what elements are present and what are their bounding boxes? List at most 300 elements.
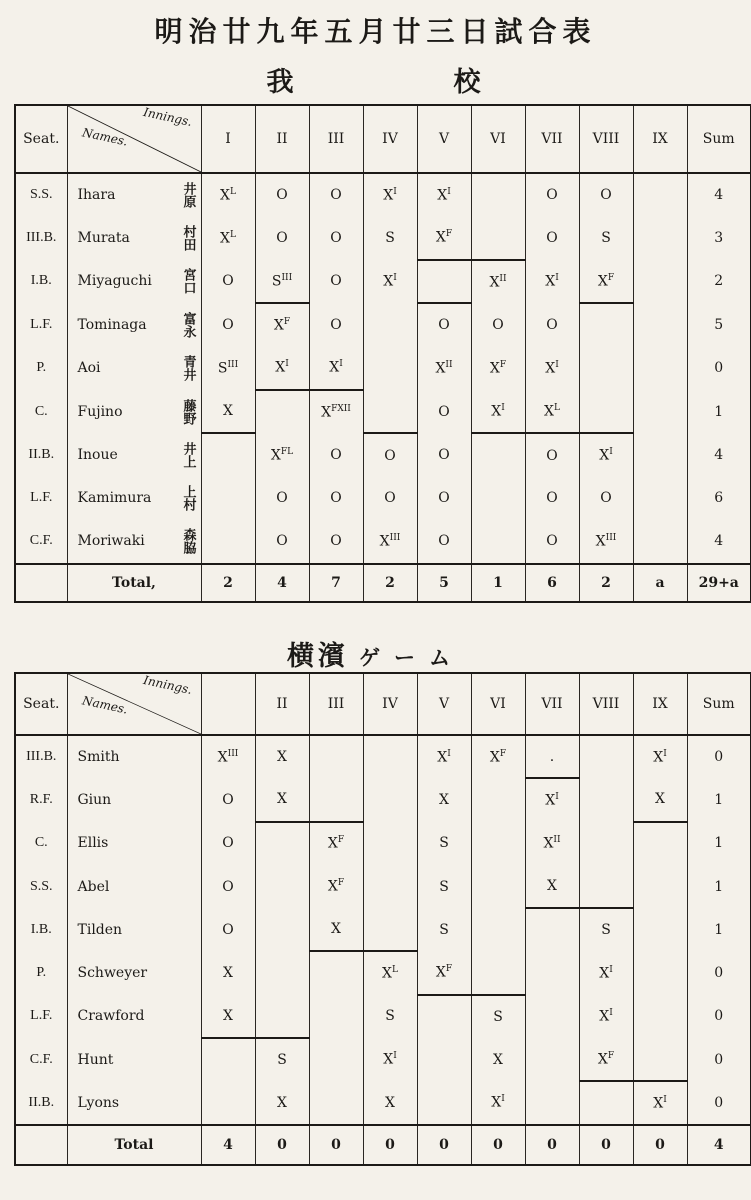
sum-cell: 4 — [687, 173, 751, 216]
inning-cell: X — [471, 1038, 525, 1081]
inning-cell — [633, 216, 687, 259]
inning-cell: S — [363, 995, 417, 1038]
player-name: Lyons — [77, 1094, 120, 1111]
inning-cell — [633, 520, 687, 563]
inning-cell — [363, 347, 417, 390]
player-row — [15, 822, 751, 865]
inning-cell — [471, 433, 525, 476]
inning-cell: O — [525, 173, 579, 216]
inning-cell: S — [363, 216, 417, 259]
player-row — [15, 390, 751, 433]
seat-cell: C.F. — [15, 1038, 67, 1081]
player-name: Giun — [77, 791, 112, 808]
inning-cell — [525, 995, 579, 1038]
inning-cell: O — [255, 477, 309, 520]
inning-cell — [633, 173, 687, 216]
seat-cell: P. — [15, 951, 67, 994]
sum-cell: 0 — [687, 995, 751, 1038]
inning-cell — [201, 477, 255, 520]
inning-cell: $X^F$ — [309, 822, 363, 865]
inning-cell: O — [525, 303, 579, 346]
inning-cell: O — [309, 216, 363, 259]
school-label — [0, 60, 751, 99]
player-name: Murata — [77, 230, 130, 247]
inning-cell: S — [417, 865, 471, 908]
inning-cell: $X^{II}$ — [471, 260, 525, 303]
player-name-cell — [67, 995, 201, 1038]
inning-cell: O — [417, 520, 471, 563]
inning-header-8: VIII — [579, 105, 633, 173]
inning-cell: $S^{III}$ — [201, 347, 255, 390]
player-name-cell — [67, 908, 201, 951]
player-row — [15, 260, 751, 303]
seat-cell: II.B. — [15, 1081, 67, 1124]
seat-cell: III.B. — [15, 735, 67, 778]
inning-cell — [471, 822, 525, 865]
inning-header-6: VI — [471, 105, 525, 173]
inning-cell — [633, 303, 687, 346]
inning-cell: O — [525, 477, 579, 520]
sum-cell: 1 — [687, 778, 751, 821]
player-name-cell — [67, 1038, 201, 1081]
player-name-cell — [67, 390, 201, 433]
sum-cell: 6 — [687, 477, 751, 520]
total-cell: 2 — [363, 564, 417, 602]
total-cell: a — [633, 564, 687, 602]
inning-cell: . — [525, 735, 579, 778]
inning-cell: O — [201, 303, 255, 346]
inning-cell: $X^I$ — [471, 390, 525, 433]
inning-cell: O — [417, 477, 471, 520]
inning-cell: O — [579, 477, 633, 520]
inning-cell — [579, 1081, 633, 1124]
inning-cell: X — [309, 908, 363, 951]
inning-cell: X — [363, 1081, 417, 1124]
inning-header-5: V — [417, 673, 471, 735]
inning-cell — [579, 347, 633, 390]
inning-cell — [417, 995, 471, 1038]
inning-cell: S — [579, 216, 633, 259]
total-row — [15, 564, 751, 602]
player-name-kanji: 井原 — [180, 182, 196, 209]
inning-cell: O — [309, 260, 363, 303]
player-name: Abel — [77, 878, 110, 895]
player-name-kanji: 上村 — [180, 485, 196, 512]
player-name: Kamimura — [77, 490, 152, 507]
seat-cell: L.F. — [15, 477, 67, 520]
inning-cell — [471, 520, 525, 563]
innings-label: Innings. — [142, 105, 194, 129]
player-row — [15, 303, 751, 346]
inning-cell — [579, 822, 633, 865]
inning-cell: $X^L$ — [201, 173, 255, 216]
inning-cell: $X^{FXII}$ — [309, 390, 363, 433]
inning-cell — [255, 865, 309, 908]
inning-cell: X — [525, 865, 579, 908]
inning-cell: O — [417, 433, 471, 476]
inning-cell: O — [525, 520, 579, 563]
inning-cell — [633, 477, 687, 520]
inning-cell — [255, 822, 309, 865]
sum-cell: 1 — [687, 390, 751, 433]
player-name-kanji: 森脇 — [180, 528, 196, 555]
player-name: Aoi — [77, 360, 101, 377]
inning-cell: O — [525, 433, 579, 476]
innings-label: Innings. — [142, 673, 194, 697]
player-name: Hunt — [77, 1051, 114, 1068]
player-name: Fujino — [77, 403, 123, 420]
player-row — [15, 477, 751, 520]
player-name-kanji: 井上 — [180, 442, 196, 469]
inning-header-2: II — [255, 105, 309, 173]
seat-header: Seat. — [15, 673, 67, 735]
inning-cell: $X^L$ — [525, 390, 579, 433]
inning-cell — [255, 951, 309, 994]
sum-cell: 4 — [687, 433, 751, 476]
total-cell: 1 — [471, 564, 525, 602]
inning-cell: $X^I$ — [363, 1038, 417, 1081]
page-title: 明治廿九年五月廿三日試合表 — [154, 15, 597, 48]
school-label-char-1: 我 — [266, 67, 298, 98]
inning-cell — [633, 951, 687, 994]
player-row — [15, 951, 751, 994]
inning-header-2: II — [255, 673, 309, 735]
inning-cell: O — [579, 173, 633, 216]
inning-cell: $X^I$ — [417, 735, 471, 778]
player-name-cell — [67, 216, 201, 259]
inning-cell — [525, 908, 579, 951]
player-name-kanji: 富永 — [180, 311, 196, 338]
player-name: Moriwaki — [77, 533, 145, 550]
inning-cell: S — [471, 995, 525, 1038]
inning-cell — [471, 865, 525, 908]
inning-cell — [633, 347, 687, 390]
inning-cell: O — [417, 390, 471, 433]
player-row — [15, 865, 751, 908]
inning-header-1 — [201, 673, 255, 735]
inning-cell — [201, 433, 255, 476]
inning-cell — [201, 520, 255, 563]
grand-total-cell: 29+a — [687, 564, 751, 602]
inning-cell: O — [471, 303, 525, 346]
player-name: Inoue — [77, 447, 118, 464]
total-cell: 0 — [525, 1125, 579, 1165]
inning-cell — [309, 1038, 363, 1081]
inning-cell: X — [255, 735, 309, 778]
player-name-kanji: 藤野 — [180, 398, 196, 425]
inning-cell — [633, 433, 687, 476]
player-row — [15, 433, 751, 476]
inning-header-4: IV — [363, 673, 417, 735]
inning-cell: $X^I$ — [525, 347, 579, 390]
inning-cell: O — [525, 216, 579, 259]
total-cell: 0 — [255, 1125, 309, 1165]
player-name-cell — [67, 260, 201, 303]
inning-cell — [309, 735, 363, 778]
yokohama-title-kana: ゲーム — [359, 645, 464, 670]
sum-cell: 1 — [687, 865, 751, 908]
inning-header-5: V — [417, 105, 471, 173]
player-name-cell — [67, 477, 201, 520]
inning-cell — [525, 1081, 579, 1124]
inning-header-3: III — [309, 105, 363, 173]
inning-cell — [471, 173, 525, 216]
inning-cell — [579, 735, 633, 778]
inning-header-6: VI — [471, 673, 525, 735]
player-name-cell — [67, 347, 201, 390]
seat-cell: L.F. — [15, 995, 67, 1038]
inning-cell: O — [201, 908, 255, 951]
inning-cell — [633, 1038, 687, 1081]
innings-names-header — [67, 673, 201, 735]
inning-cell — [633, 390, 687, 433]
school-scorecard-table — [14, 104, 751, 603]
player-name-cell — [67, 433, 201, 476]
player-row — [15, 347, 751, 390]
sum-cell: 1 — [687, 908, 751, 951]
seat-cell: II.B. — [15, 433, 67, 476]
sum-header: Sum — [687, 105, 751, 173]
inning-cell — [309, 778, 363, 821]
inning-cell: O — [201, 822, 255, 865]
sum-cell: 0 — [687, 347, 751, 390]
inning-cell: O — [309, 433, 363, 476]
inning-cell — [363, 822, 417, 865]
seat-cell: I.B. — [15, 260, 67, 303]
innings-names-header — [67, 105, 201, 173]
inning-cell — [417, 1081, 471, 1124]
seat-cell: P. — [15, 347, 67, 390]
inning-cell: $X^F$ — [417, 951, 471, 994]
player-name-cell — [67, 951, 201, 994]
player-name-kanji: 村田 — [180, 225, 196, 252]
school-label-char-2: 校 — [453, 67, 485, 98]
player-row — [15, 995, 751, 1038]
inning-header-7: VII — [525, 673, 579, 735]
total-cell: 4 — [255, 564, 309, 602]
player-name-kanji: 青井 — [180, 355, 196, 382]
seat-cell: S.S. — [15, 865, 67, 908]
inning-header-9: IX — [633, 673, 687, 735]
player-name: Crawford — [77, 1008, 145, 1025]
inning-cell — [417, 260, 471, 303]
inning-cell: $X^{III}$ — [579, 520, 633, 563]
inning-cell: X — [255, 778, 309, 821]
inning-cell — [525, 1038, 579, 1081]
inning-header-8: VIII — [579, 673, 633, 735]
total-cell: 0 — [417, 1125, 471, 1165]
inning-cell — [633, 865, 687, 908]
inning-cell — [633, 822, 687, 865]
player-row — [15, 216, 751, 259]
inning-cell: $X^I$ — [633, 1081, 687, 1124]
sum-cell: 0 — [687, 951, 751, 994]
player-name-cell — [67, 778, 201, 821]
inning-cell: $X^F$ — [471, 735, 525, 778]
player-name-cell — [67, 735, 201, 778]
inning-cell — [633, 260, 687, 303]
inning-cell: $X^F$ — [579, 260, 633, 303]
inning-cell — [255, 390, 309, 433]
inning-cell: $X^I$ — [363, 173, 417, 216]
inning-cell — [255, 995, 309, 1038]
inning-cell: $X^I$ — [309, 347, 363, 390]
seat-cell: I.B. — [15, 908, 67, 951]
player-name: Miyaguchi — [77, 273, 152, 290]
player-name: Ihara — [77, 187, 116, 204]
player-row — [15, 173, 751, 216]
inning-cell: X — [201, 951, 255, 994]
inning-cell: $X^I$ — [579, 951, 633, 994]
player-name: Ellis — [77, 835, 109, 852]
seat-cell: S.S. — [15, 173, 67, 216]
inning-cell: $X^{III}$ — [201, 735, 255, 778]
inning-cell: X — [201, 390, 255, 433]
yokohama-game-title — [0, 634, 751, 673]
inning-cell — [579, 303, 633, 346]
yokohama-scorecard-table — [14, 672, 751, 1166]
inning-cell: $X^{FL}$ — [255, 433, 309, 476]
seat-cell: C. — [15, 390, 67, 433]
inning-cell: $X^I$ — [417, 173, 471, 216]
inning-cell — [363, 303, 417, 346]
sum-cell: 1 — [687, 822, 751, 865]
seat-cell: R.F. — [15, 778, 67, 821]
inning-cell: O — [255, 520, 309, 563]
sum-cell: 4 — [687, 520, 751, 563]
inning-cell — [363, 908, 417, 951]
inning-cell — [255, 908, 309, 951]
player-row — [15, 908, 751, 951]
player-name-cell — [67, 303, 201, 346]
inning-cell: $X^F$ — [309, 865, 363, 908]
inning-cell: $X^I$ — [525, 260, 579, 303]
player-name: Tominaga — [77, 316, 147, 333]
total-cell: 7 — [309, 564, 363, 602]
player-name-cell — [67, 865, 201, 908]
sum-header: Sum — [687, 673, 751, 735]
sum-cell: 0 — [687, 1038, 751, 1081]
inning-cell: $X^I$ — [471, 1081, 525, 1124]
inning-cell: O — [417, 303, 471, 346]
inning-cell — [471, 216, 525, 259]
inning-cell: $X^F$ — [579, 1038, 633, 1081]
inning-cell: $X^I$ — [525, 778, 579, 821]
inning-cell: $X^L$ — [363, 951, 417, 994]
inning-cell: O — [201, 865, 255, 908]
yokohama-title-main: 横濱 — [287, 641, 349, 672]
total-row — [15, 1125, 751, 1165]
total-cell: 0 — [471, 1125, 525, 1165]
inning-cell: O — [363, 433, 417, 476]
inning-cell — [417, 1038, 471, 1081]
total-cell: 5 — [417, 564, 471, 602]
inning-cell: $X^I$ — [255, 347, 309, 390]
player-row — [15, 735, 751, 778]
inning-cell: $X^I$ — [579, 995, 633, 1038]
player-row — [15, 778, 751, 821]
grand-total-cell: 4 — [687, 1125, 751, 1165]
inning-cell: $X^{III}$ — [363, 520, 417, 563]
inning-cell: $X^I$ — [579, 433, 633, 476]
inning-cell — [471, 477, 525, 520]
inning-cell: O — [255, 216, 309, 259]
inning-cell: $X^{II}$ — [525, 822, 579, 865]
inning-cell — [309, 1081, 363, 1124]
inning-cell — [201, 1081, 255, 1124]
inning-cell: $S^{III}$ — [255, 260, 309, 303]
total-cell: 2 — [201, 564, 255, 602]
inning-cell: O — [255, 173, 309, 216]
inning-cell: X — [201, 995, 255, 1038]
inning-cell — [525, 951, 579, 994]
total-seat-cell — [15, 1125, 67, 1165]
total-label: Total — [67, 1125, 201, 1165]
player-name-cell — [67, 1081, 201, 1124]
inning-cell — [363, 390, 417, 433]
inning-header-7: VII — [525, 105, 579, 173]
total-cell: 2 — [579, 564, 633, 602]
total-label: Total, — [67, 564, 201, 602]
inning-cell — [363, 865, 417, 908]
total-cell: 0 — [579, 1125, 633, 1165]
total-cell: 0 — [633, 1125, 687, 1165]
inning-cell: $X^I$ — [633, 735, 687, 778]
inning-cell — [633, 995, 687, 1038]
seat-cell: III.B. — [15, 216, 67, 259]
player-name: Smith — [77, 749, 120, 766]
player-name: Tilden — [77, 921, 123, 938]
seat-header: Seat. — [15, 105, 67, 173]
inning-cell — [579, 865, 633, 908]
names-label: Names. — [80, 125, 129, 149]
player-name: Schweyer — [77, 965, 148, 982]
inning-cell — [579, 778, 633, 821]
inning-cell: O — [309, 173, 363, 216]
total-seat-cell — [15, 564, 67, 602]
inning-cell: O — [363, 477, 417, 520]
inning-cell: O — [309, 520, 363, 563]
player-name-kanji: 宮口 — [180, 268, 196, 295]
inning-cell: O — [201, 778, 255, 821]
inning-header-9: IX — [633, 105, 687, 173]
seat-cell: L.F. — [15, 303, 67, 346]
inning-header-4: IV — [363, 105, 417, 173]
inning-cell — [471, 778, 525, 821]
player-row — [15, 1038, 751, 1081]
inning-cell: S — [579, 908, 633, 951]
seat-cell: C. — [15, 822, 67, 865]
inning-cell: $X^L$ — [201, 216, 255, 259]
inning-cell — [309, 995, 363, 1038]
inning-cell: $X^F$ — [417, 216, 471, 259]
inning-cell — [471, 908, 525, 951]
player-row — [15, 1081, 751, 1124]
player-name-cell — [67, 520, 201, 563]
inning-header-1: I — [201, 105, 255, 173]
sum-cell: 0 — [687, 735, 751, 778]
inning-cell: S — [417, 908, 471, 951]
inning-cell: X — [255, 1081, 309, 1124]
seat-cell: C.F. — [15, 520, 67, 563]
names-label: Names. — [80, 693, 129, 717]
inning-cell: $X^F$ — [471, 347, 525, 390]
inning-cell: $X^{II}$ — [417, 347, 471, 390]
sum-cell: 0 — [687, 1081, 751, 1124]
sum-cell: 2 — [687, 260, 751, 303]
inning-cell — [579, 390, 633, 433]
inning-cell: O — [201, 260, 255, 303]
